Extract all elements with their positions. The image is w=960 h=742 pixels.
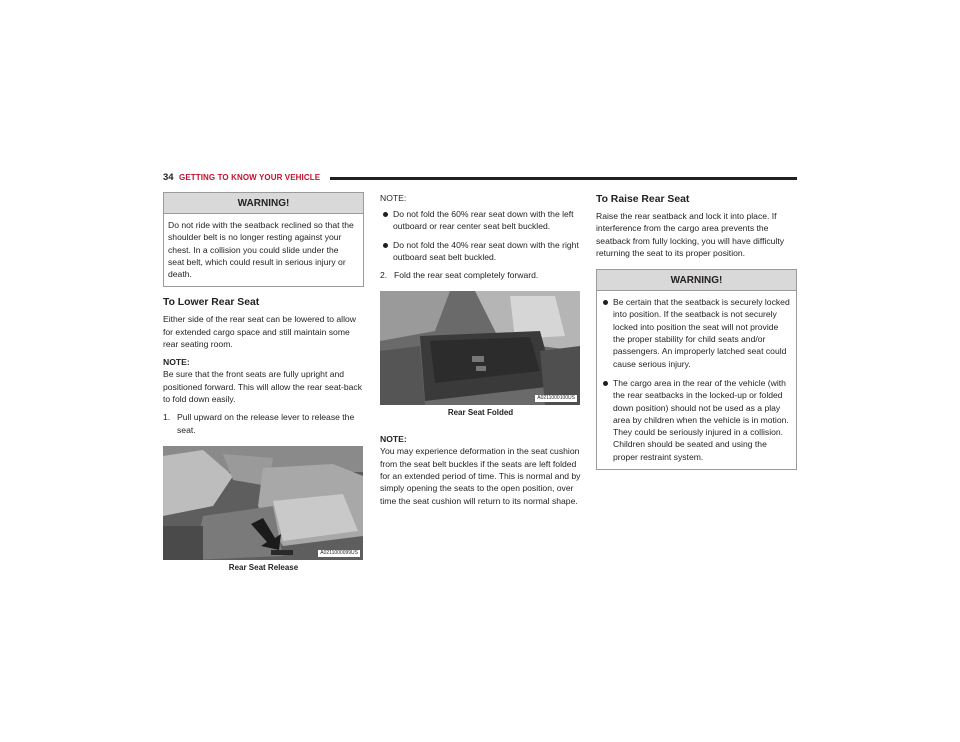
page-header <box>163 172 797 186</box>
list-item: Do not fold the 40% rear seat down with the right outboard seat belt buckled. <box>380 239 581 264</box>
header-rule <box>330 177 797 180</box>
figure-code: A0211000100US <box>537 395 575 402</box>
column-right <box>596 192 797 480</box>
figure-rear-seat-folded <box>380 291 581 417</box>
step-item <box>163 411 364 436</box>
note-label: NOTE: <box>163 357 190 368</box>
warning-box <box>596 269 797 470</box>
photo-rear-seat-release <box>163 446 363 560</box>
figure-rear-seat-release <box>163 446 364 572</box>
step-text: Fold the rear seat completely forward. <box>394 270 539 281</box>
figure-caption: Rear Seat Release <box>228 562 299 572</box>
figure-code: A0211000099US <box>320 549 358 556</box>
column-left <box>163 192 364 572</box>
note-text: Be sure that the front seats are fully upright and positioned forward. This will allow the rear seat-back to fold down easily. <box>163 369 363 404</box>
list-item: The cargo area in the rear of the vehicle (with the rear seatbacks in the locked-up or folded down position) should not be used as a play area by children when the vehicle is in motion. They could be seriously injured in a collision. Children should be seated and using the proper restraint system. <box>601 377 790 463</box>
section-title: GETTING TO KNOW YOUR VEHICLE <box>179 173 321 182</box>
section-heading-raise-rear-seat: To Raise Rear Seat <box>596 194 690 205</box>
note-text: You may experience deformation in the seat cushion from the seat belt buckles if the seats are left folded for an extended period of time. This is normal and by simply opening the seats to the open position, over time the seat cushion will return to its normal shape. <box>380 446 581 506</box>
note-label: NOTE: <box>380 193 407 203</box>
bullet-icon <box>603 300 608 305</box>
step-number: 1. <box>163 412 171 423</box>
step-text: Pull upward on the release lever to release the seat. <box>177 412 355 435</box>
warning-title: WARNING! <box>164 193 363 214</box>
intro-paragraph: Raise the rear seatback and lock it into place. If interference from the cargo area prevents the seatback from fully locking, you will have difficulty returning the seat to its proper position. <box>596 211 785 258</box>
steps-list <box>163 411 364 436</box>
steps-list <box>380 269 581 281</box>
bullet-icon <box>603 381 608 386</box>
page-number: 34 <box>163 172 174 183</box>
warning-text: Do not ride with the seatback reclined so that the shoulder belt is no longer resting against your chest. In a collision you could slide under the seat belt, which could result in serious injury or death. <box>168 220 354 280</box>
step-item <box>380 269 581 281</box>
bullet-icon <box>383 243 388 248</box>
figure-caption: Rear Seat Folded <box>447 408 514 418</box>
step-number: 2. <box>380 270 388 281</box>
list-item: Be certain that the seatback is securely locked into position. If the seatback is not securely locked into position the seat will not provide the proper stability for child seats and/or passengers. An improperly latched seat could cause serious injury. <box>601 296 790 370</box>
warning-title: WARNING! <box>597 270 796 291</box>
photo-rear-seat-folded <box>380 291 580 405</box>
list-item: Do not fold the 60% rear seat down with the left outboard or rear center seat belt buckled. <box>380 208 581 233</box>
intro-paragraph: Either side of the rear seat can be lowered to allow for extended cargo space and still maintain some rear seating room. <box>163 314 356 350</box>
column-middle <box>380 192 581 513</box>
note-bullets <box>380 208 581 263</box>
warning-box <box>163 192 364 287</box>
note-label: NOTE: <box>380 434 407 445</box>
section-heading-lower-rear-seat: To Lower Rear Seat <box>163 297 260 309</box>
bullet-icon <box>383 212 388 217</box>
